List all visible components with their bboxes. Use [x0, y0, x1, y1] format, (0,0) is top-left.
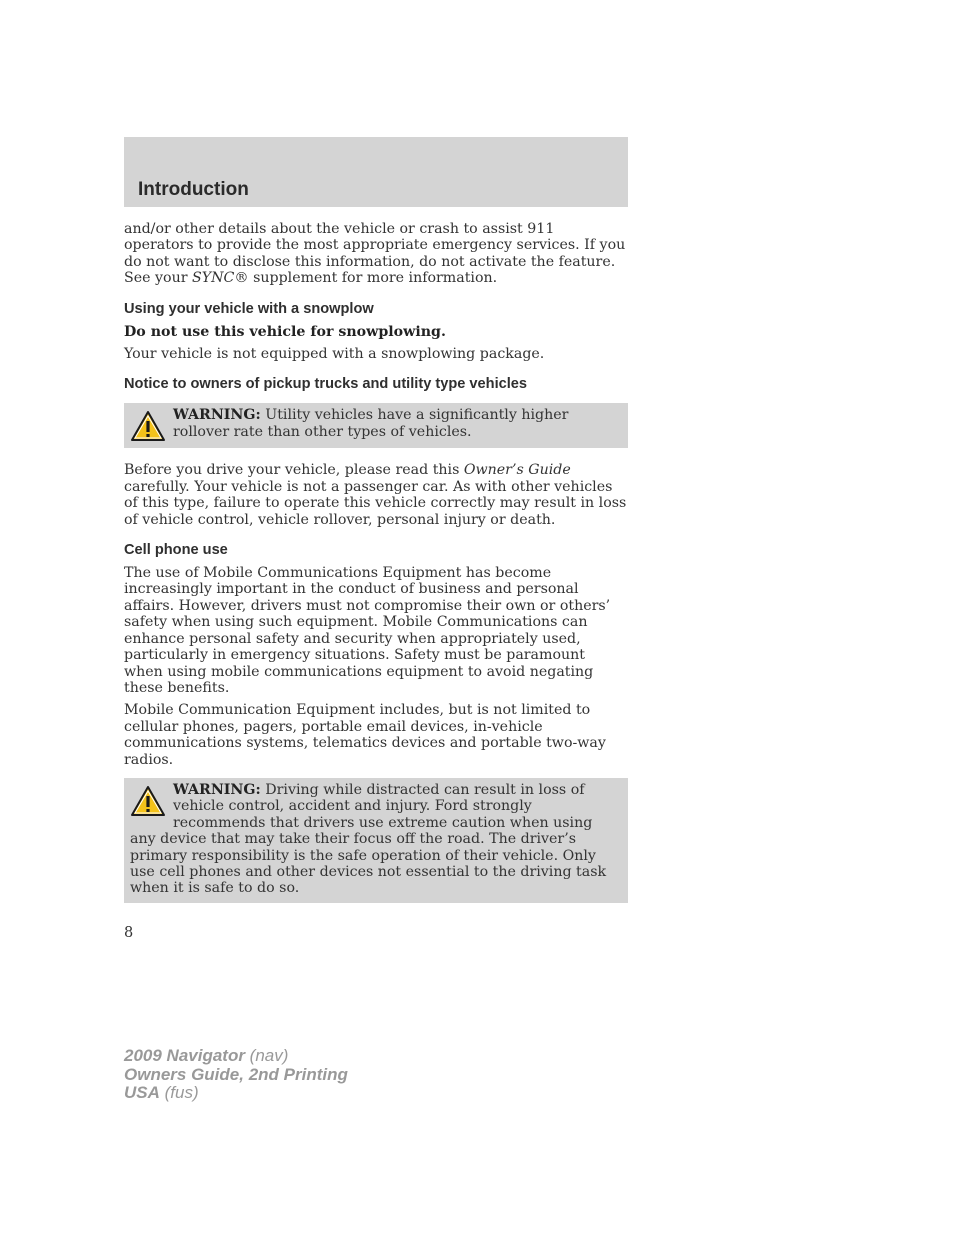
page-content: [124, 221, 628, 917]
snowplow-text: Your vehicle is not equipped with a snowplowing package.: [124, 346, 545, 363]
distraction-warning-box: [124, 778, 628, 903]
page-number: 8: [124, 925, 134, 941]
owners-guide-paragraph: Before you drive your vehicle, please read this Owner’s Guide carefully. Your vehicle is not a passenger car. As with other vehicles of this type, failure to operate this vehicle correctly may result in loss of vehicle control, vehicle rollover, personal injury or death.: [124, 462, 627, 528]
footer-imprint: [124, 1047, 348, 1103]
cell-phone-heading: Cell phone use: [124, 542, 228, 559]
warning-label: WARNING:: [173, 407, 261, 424]
section-title: Introduction: [138, 179, 249, 200]
warning-text: Driving while distracted can result in loss of vehicle control, accident and injury. Ford strongly recommends that drivers use extreme caution when using any device that may take their focus off the road. The driver’s primary responsibility is the safe operation of their vehicle. Only use cell phones and other devices not essential to the driving task when it is safe to do so.: [130, 781, 607, 897]
warning-triangle-icon: [130, 410, 166, 442]
warning-triangle-icon: [130, 785, 166, 817]
footer-line-3: USA (fus): [124, 1083, 199, 1102]
footer-line-2: Owners Guide, 2nd Printing: [124, 1064, 348, 1084]
rollover-warning-box: [124, 403, 628, 448]
snowplow-heading: Using your vehicle with a snowplow: [124, 300, 374, 317]
pickup-notice-heading: Notice to owners of pickup trucks and utility type vehicles: [124, 376, 528, 393]
footer-line-1: 2009 Navigator (nav): [124, 1046, 289, 1065]
snowplow-bold-text: Do not use this vehicle for snowplowing.: [124, 323, 446, 340]
cell-phone-paragraph-2: Mobile Communication Equipment includes, but is not limited to cellular phones, pagers, portable email devices, in-vehicle communications systems, telematics devices and portable two-way radios.: [124, 702, 606, 768]
section-header-band: [124, 137, 628, 207]
warning-text: Utility vehicles have a significantly higher rollover rate than other types of vehicles.: [173, 407, 569, 440]
warning-label: WARNING:: [173, 781, 261, 798]
intro-paragraph: and/or other details about the vehicle or crash to assist 911 operators to provide the most appropriate emergency services. If you do not want to disclose this information, do not activate the feature. See your SYNC® supplement for more information.: [124, 221, 626, 287]
cell-phone-paragraph-1: The use of Mobile Communications Equipment has become increasingly important in the conduct of business and personal affairs. However, drivers must not compromise their own or others’ safety when using such equipment. Mobile Communications can enhance personal safety and security when appropriately used, particularly in emergency situations. Safety must be paramount when using mobile communications equipment to avoid negating these benefits.: [124, 565, 611, 696]
